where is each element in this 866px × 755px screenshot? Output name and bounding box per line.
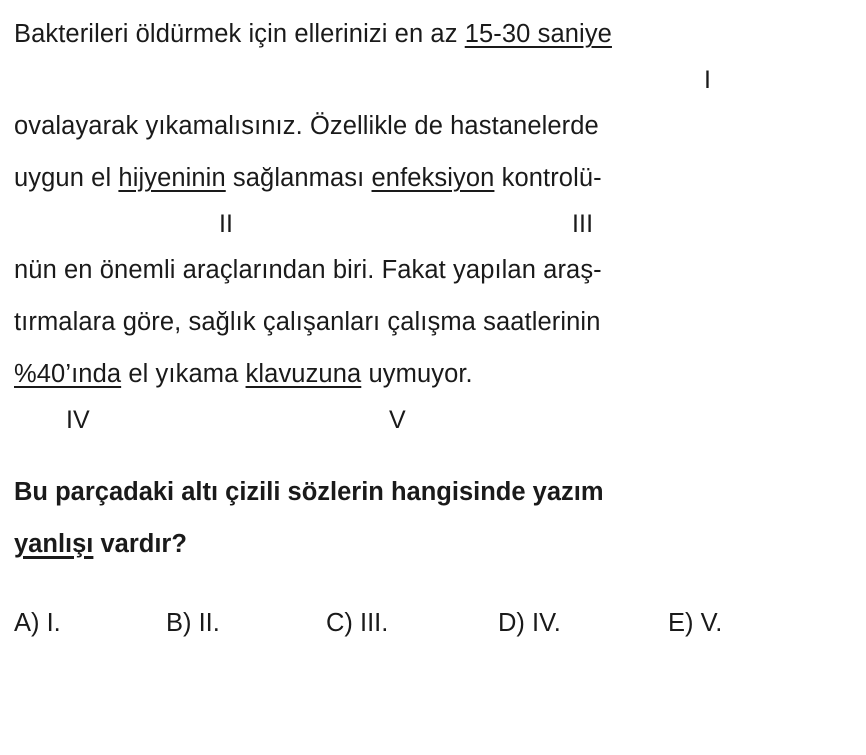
- question-line-1: [14, 466, 852, 518]
- underlined-phrase-i: 15-30 saniye: [464, 20, 612, 48]
- passage-line-4: [14, 244, 852, 296]
- passage-line-1: [14, 8, 852, 60]
- choice-c[interactable]: C) III.: [326, 609, 389, 637]
- passage-text-fragment: uymuyor.: [361, 360, 473, 388]
- choice-a[interactable]: A) I.: [14, 609, 61, 637]
- passage-text-fragment: ovalayarak yıkamalısınız. Özellikle de hastanelerde: [14, 112, 599, 140]
- marker-row-3: [14, 400, 852, 440]
- question-underlined-word: yanlışı: [14, 530, 94, 558]
- passage-line-5: [14, 296, 852, 348]
- marker-v: V: [389, 406, 406, 434]
- passage-line-6: [14, 348, 852, 400]
- marker-row-1: [14, 60, 852, 100]
- underlined-phrase-iii: enfeksiyon: [371, 164, 495, 192]
- question-line-2: [14, 518, 852, 570]
- marker-iv: IV: [66, 406, 90, 434]
- marker-row-2: [14, 204, 852, 244]
- passage-text-fragment: uygun el: [14, 164, 119, 192]
- passage-text-fragment: Bakterileri öldürmek için ellerinizi en az: [14, 20, 465, 48]
- passage-line-2: [14, 100, 852, 152]
- choice-b[interactable]: B) II.: [166, 609, 220, 637]
- passage-text-fragment: tırmalara göre, sağlık çalışanları çalışma saatlerinin: [14, 308, 601, 336]
- underlined-phrase-ii: hijyeninin: [118, 164, 226, 192]
- passage-text: [14, 8, 852, 440]
- passage-text-fragment: nün en önemli araçlarından biri. Fakat yapılan araş-: [14, 256, 602, 284]
- passage-text-fragment: el yıkama: [121, 360, 246, 388]
- passage-text-fragment: sağlanması: [225, 164, 372, 192]
- question-text-fragment: Bu parçadaki altı çizili sözlerin hangisinde yazım: [14, 478, 604, 506]
- underlined-phrase-iv: %40’ında: [14, 360, 122, 388]
- underlined-phrase-v: klavuzuna: [245, 360, 362, 388]
- answer-choices: [14, 606, 852, 640]
- question-text-fragment: vardır?: [93, 530, 187, 558]
- question-prompt: [14, 466, 852, 570]
- marker-iii: III: [572, 210, 594, 238]
- choice-e[interactable]: E) V.: [668, 609, 723, 637]
- marker-ii: II: [219, 210, 234, 238]
- passage-line-3: [14, 152, 852, 204]
- choice-d[interactable]: D) IV.: [498, 609, 561, 637]
- passage-text-fragment: kontrolü-: [494, 164, 602, 192]
- marker-i: I: [704, 66, 712, 94]
